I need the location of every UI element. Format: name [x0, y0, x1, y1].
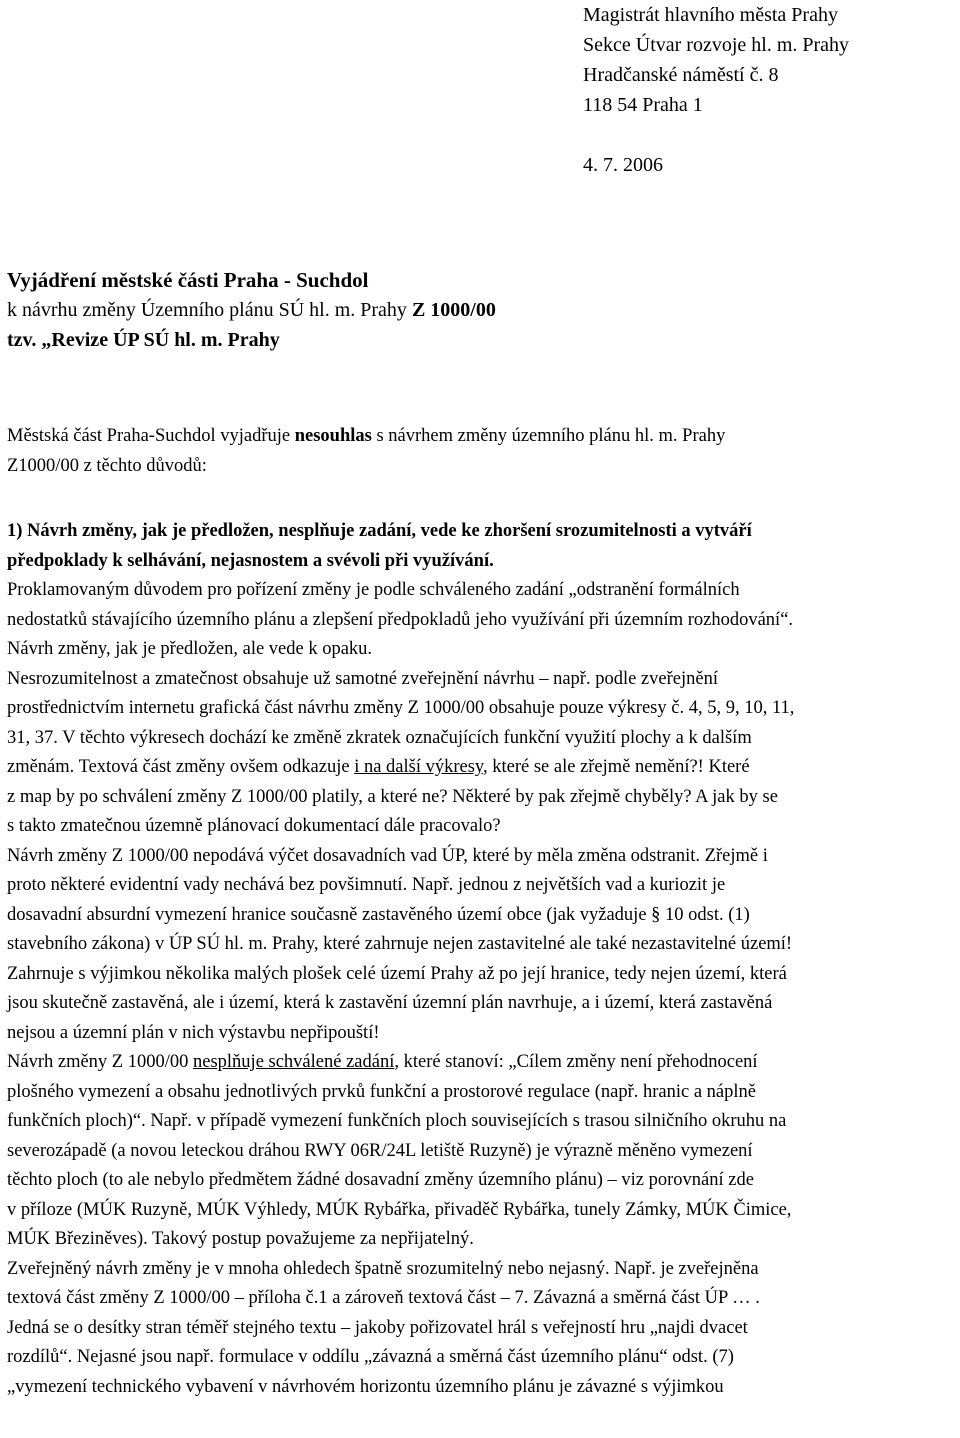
body-text: Návrh změny Z 1000/00	[7, 1052, 193, 1072]
title-line-3-text: tzv. „Revize ÚP SÚ hl. m. Prahy	[7, 329, 280, 351]
point-1-heading-line-1	[7, 517, 959, 547]
body-line: plošného vymezení a obsahu jednotlivých prvků funkční a prostorové regulace (např. hranic a náplně	[7, 1081, 756, 1102]
document-body	[7, 422, 959, 1402]
address-line-3: Hradčanské náměstí č. 8	[583, 64, 779, 86]
address-line-2: Sekce Útvar rozvoje hl. m. Prahy	[583, 34, 850, 56]
intro-line-1	[7, 422, 959, 452]
document-date: 4. 7. 2006	[583, 154, 663, 176]
body-line: těchto ploch (to ale nebylo předmětem žádné dosavadní změny územního plánu) – viz porovnání zde	[7, 1170, 754, 1190]
body-line: Návrh změny, jak je předložen, ale vede k opaku.	[7, 639, 373, 659]
body-line: textová část změny Z 1000/00 – příloha č.1 a zároveň textová část – 7. Závazná a směrná část ÚP … .	[7, 1288, 760, 1308]
title-line-1: Vyjádření městské části Praha - Suchdol	[7, 268, 369, 292]
body-text: , které stanoví: „Cílem změny není přehodnocení	[394, 1052, 758, 1072]
underlined-text: i na další výkresy	[354, 757, 483, 777]
underlined-text: nesplňuje schválené zadání	[193, 1052, 395, 1072]
intro-text-c: s návrhem změny územního plánu hl. m. Prahy	[371, 426, 726, 446]
body-line: nejsou a územní plán v nich výstavbu nepřipouští!	[7, 1022, 380, 1043]
body-line: severozápadě (a novou leteckou dráhou RWY 06R/24L letiště Ruzyně) je výrazně měněno vymezení	[7, 1140, 753, 1161]
body-line: MÚK Březiněves). Takový postup považujeme za nepřijatelný.	[7, 1229, 474, 1249]
body-line	[7, 753, 959, 783]
intro-disagreement: nesouhlas	[294, 426, 372, 446]
body-line: proto některé evidentní vady nechává bez povšimnutí. Např. jednou z největších vad a kuriozit je	[7, 875, 726, 895]
body-line: z map by po schválení změny Z 1000/00 platily, a které ne? Některé by pak zřejmě chyběly? A jak by se	[7, 786, 778, 807]
body-line: s takto zmatečnou územně plánovací dokumentací dále pracovalo?	[7, 816, 501, 836]
body-line: Nesrozumitelnost a zmatečnost obsahuje už samotné zveřejnění návrhu – např. podle zveřejnění	[7, 668, 718, 689]
body-line: „vymezení technického vybavení v návrhovém horizontu územního plánu je závazné s výjimkou	[7, 1376, 724, 1397]
intro-line-2: Z1000/00 z těchto důvodů:	[7, 455, 207, 476]
point-1-heading-line-2	[7, 547, 959, 577]
body-line: Návrh změny Z 1000/00 nepodává výčet dosavadních vad ÚP, které by měla změna odstranit. Zřejmě i	[7, 845, 768, 866]
body-line: Zveřejněný návrh změny je v mnoha ohledech špatně srozumitelný nebo nejasný. Např. je zveřejněna	[7, 1258, 759, 1279]
title-change-number: Z 1000/00	[411, 299, 496, 321]
body-line: Zahrnuje s výjimkou několika malých plošek celé území Prahy až po její hranice, tedy nejen území, která	[7, 963, 787, 984]
body-line: v příloze (MÚK Ruzyně, MÚK Výhledy, MÚK Rybářka, přivaděč Rybářka, tunely Zámky, MÚK Čimice,	[7, 1199, 792, 1220]
body-line: funkčních ploch)“. Např. v případě vymezení funkčních ploch souvisejících s trasou silničního okruhu na	[7, 1111, 787, 1131]
address-line-1: Magistrát hlavního města Prahy	[583, 4, 838, 26]
body-line: Jedná se o desítky stran téměř stejného textu – jakoby pořizovatel hrál s veřejností hru „najdi dvacet	[7, 1317, 748, 1338]
body-line: jsou skutečně zastavěná, ale i území, která k zastavění územní plán navrhuje, a i území, která zastavěná	[7, 993, 773, 1013]
body-line: 31, 37. V těchto výkresech dochází ke změně zkratek označujících funkční využití plochy a k dalším	[7, 727, 752, 748]
body-line: dosavadní absurdní vymezení hranice současně zastavěného území obce (jak vyžaduje § 10 odst. (1)	[7, 904, 750, 925]
document-title	[7, 265, 496, 355]
body-line	[7, 1048, 959, 1078]
body-line: nedostatků stávajícího územního plánu a zlepšení předpokladů jeho využívání při územním rozhodování“.	[7, 609, 794, 630]
body-text: změnám. Textová část změny ovšem odkazuje	[7, 757, 355, 777]
body-line: prostřednictvím internetu grafická část návrhu změny Z 1000/00 obsahuje pouze výkresy č. 4, 5, 9, 10, 11,	[7, 698, 795, 718]
paragraph-gap	[7, 481, 959, 517]
point-1-heading-text-1: 1) Návrh změny, jak je předložen, nesplňuje zadání, vede ke zhoršení srozumitelnosti a vytváří	[7, 521, 752, 541]
body-line: rozdílů“. Nejasné jsou např. formulace v oddílu „závazná a směrná část územního plánu“ odst. (7)	[7, 1347, 734, 1367]
body-line: stavebního zákona) v ÚP SÚ hl. m. Prahy, které zahrnuje nejen zastavitelné ale také nezastavitelné území!	[7, 934, 793, 954]
body-line: Proklamovaným důvodem pro pořízení změny je podle schváleného zadání „odstranění formálních	[7, 580, 740, 600]
address-line-4: 118 54 Praha 1	[583, 94, 703, 116]
title-line-2	[7, 295, 496, 325]
title-line-2-text: k návrhu změny Územního plánu SÚ hl. m. Prahy	[7, 299, 412, 321]
intro-text-a: Městská část Praha-Suchdol vyjadřuje	[7, 426, 295, 446]
point-1-heading-text-2: předpoklady k selhávání, nejasnostem a svévoli při využívání.	[7, 550, 494, 571]
recipient-address	[583, 0, 849, 120]
title-line-3	[7, 325, 496, 355]
body-text: , které se ale zřejmě nemění?! Které	[482, 757, 750, 777]
